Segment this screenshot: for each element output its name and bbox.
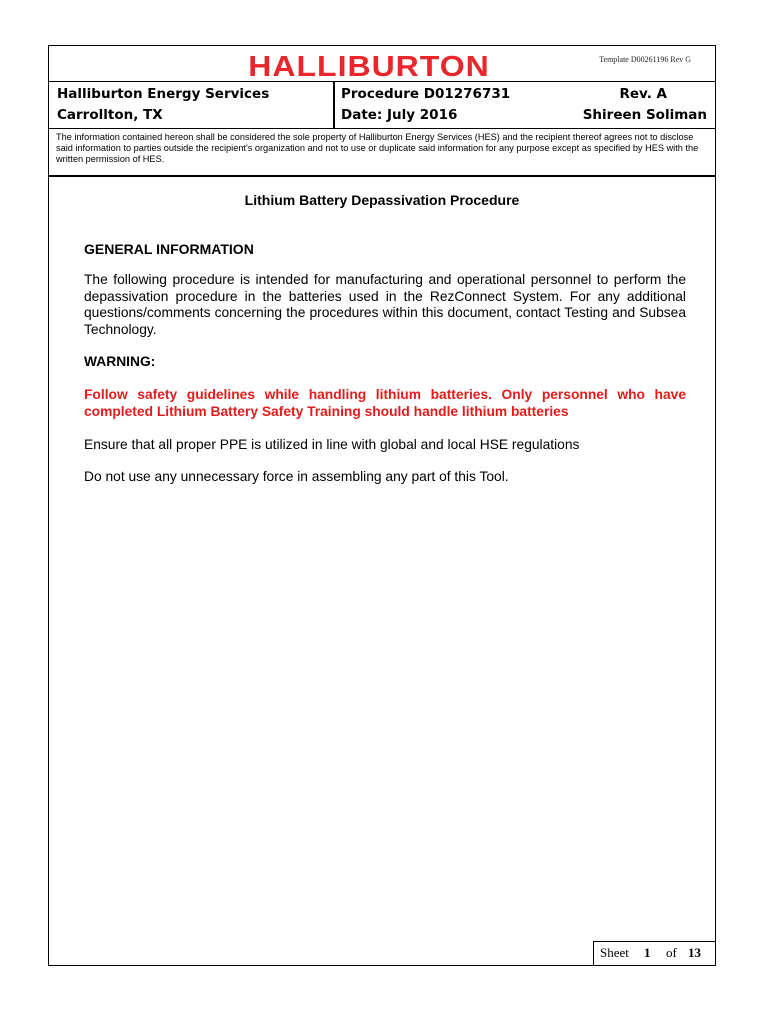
procedure-date: Date: July 2016 [341, 107, 458, 123]
company-city: Carrollton, TX [57, 107, 163, 123]
sheet-of-label: of [666, 945, 677, 960]
logo-row [49, 46, 715, 81]
sheet-total: 13 [688, 945, 701, 960]
intro-paragraph: The following procedure is intended for manufacturing and operational personnel to perform the depassivation procedure in the batteries used in the RezConnect System. For any additional questions/comments concerning the procedures within this document, contact Testing and Subsea Technology. [84, 272, 686, 337]
sheet-number: 1 [644, 945, 651, 960]
warning-heading: WARNING: [84, 354, 156, 369]
author: Shireen Soliman [582, 107, 707, 123]
document-title: Lithium Battery Depassivation Procedure [244, 192, 520, 208]
document-header [49, 81, 715, 129]
sheet-label: Sheet [600, 945, 629, 960]
document-frame [48, 45, 716, 966]
procedure-number: Procedure D01276731 [341, 86, 511, 102]
sheet-counter [593, 941, 715, 965]
proprietary-notice: The information contained hereon shall be considered the sole property of Halliburton Energy Services (HES) and the recipient thereof agrees not to disclose said information to parties outside the recipient's organization and not to use or duplicate said information for any purpose except as specified by HES with the written permission of HES. [56, 132, 699, 164]
notice-divider [49, 175, 715, 177]
general-information-heading: GENERAL INFORMATION [84, 241, 254, 257]
ppe-instruction: Ensure that all proper PPE is utilized in line with global and local HSE regulations [84, 437, 580, 452]
force-instruction: Do not use any unnecessary force in assembling any part of this Tool. [84, 469, 509, 484]
revision: Rev. A [619, 86, 667, 102]
halliburton-logo: HALLIBURTON [248, 49, 490, 83]
company-name: Halliburton Energy Services [57, 86, 270, 102]
header-divider [333, 82, 335, 128]
safety-warning: Follow safety guidelines while handling lithium batteries. Only personnel who have completed Lithium Battery Safety Training should handle lithium batteries [84, 387, 686, 419]
template-code: Template D00261196 Rev G [599, 55, 691, 64]
